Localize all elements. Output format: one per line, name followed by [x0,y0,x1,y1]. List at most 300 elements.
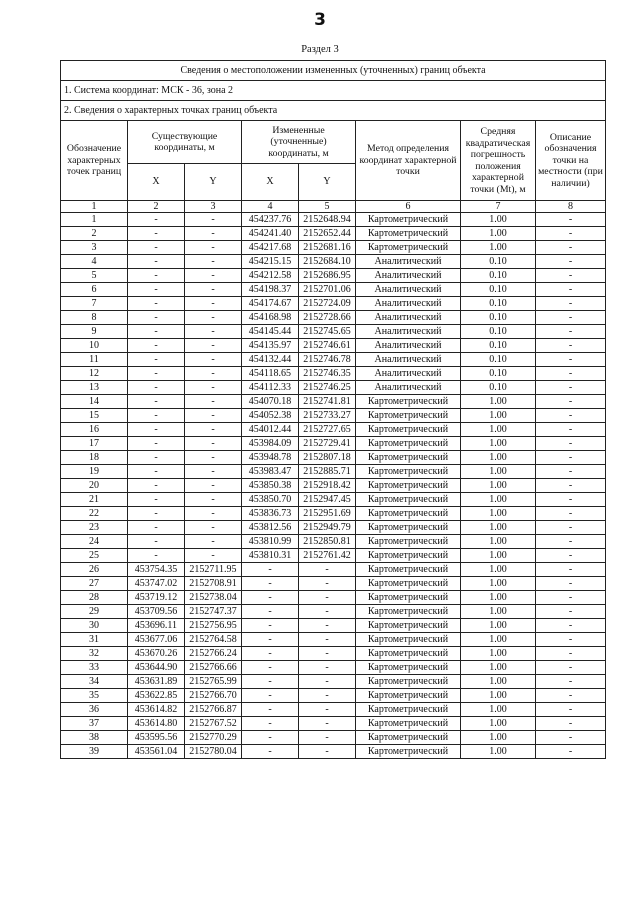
cell-accuracy: 1.00 [461,409,536,423]
cell-changed-x: - [242,745,299,759]
cell-point: 9 [61,325,128,339]
cell-method: Картометрический [356,563,461,577]
cell-accuracy: 0.10 [461,255,536,269]
cell-existing-y: - [185,535,242,549]
cell-changed-y: 2152724.09 [299,297,356,311]
cell-existing-x: 453614.80 [128,717,185,731]
cell-description: - [536,745,606,759]
cell-existing-y: 2152756.95 [185,619,242,633]
cell-existing-x: - [128,283,185,297]
cell-changed-y: 2152918.42 [299,479,356,493]
cell-existing-x: - [128,325,185,339]
cell-changed-y: 2152746.25 [299,381,356,395]
cell-point: 14 [61,395,128,409]
cell-description: - [536,479,606,493]
table-row [61,409,606,423]
cell-existing-x: 453709.56 [128,605,185,619]
cell-existing-x: 453719.12 [128,591,185,605]
cell-method: Картометрический [356,451,461,465]
table-row [61,325,606,339]
cell-changed-x: 453836.73 [242,507,299,521]
table-row [61,437,606,451]
cell-point: 33 [61,661,128,675]
cell-description: - [536,675,606,689]
table-row [61,395,606,409]
cell-changed-y: - [299,563,356,577]
cell-description: - [536,395,606,409]
cell-changed-x: - [242,717,299,731]
cell-accuracy: 0.10 [461,283,536,297]
cell-description: - [536,661,606,675]
cell-changed-x: 454198.37 [242,283,299,297]
header-method: Метод определения координат характерной точки [356,121,461,201]
cell-description: - [536,591,606,605]
column-number: 2 [128,201,185,213]
cell-accuracy: 0.10 [461,325,536,339]
table-row [61,353,606,367]
cell-existing-x: - [128,409,185,423]
cell-existing-x: 453622.85 [128,689,185,703]
cell-changed-y: 2152951.69 [299,507,356,521]
cell-point: 6 [61,283,128,297]
cell-changed-x: 454168.98 [242,311,299,325]
cell-existing-y: - [185,325,242,339]
cell-point: 30 [61,619,128,633]
cell-description: - [536,731,606,745]
cell-method: Картометрический [356,661,461,675]
cell-changed-x: 454241.40 [242,227,299,241]
cell-changed-y: 2152807.18 [299,451,356,465]
cell-accuracy: 1.00 [461,423,536,437]
cell-changed-x: 454118.65 [242,367,299,381]
header-designation: Обозначение характерных точек границ [61,121,128,201]
header-changed: Измененные (уточненные) координаты, м [242,121,356,164]
cell-changed-y: 2152746.78 [299,353,356,367]
cell-accuracy: 1.00 [461,535,536,549]
cell-existing-x: - [128,227,185,241]
cell-changed-y: 2152745.65 [299,325,356,339]
cell-description: - [536,689,606,703]
cell-changed-x: 454212.58 [242,269,299,283]
cell-description: - [536,633,606,647]
cell-method: Аналитический [356,311,461,325]
cell-existing-y: - [185,241,242,255]
header-description: Описание обозначения точки на местности (при наличии) [536,121,606,201]
cell-description: - [536,423,606,437]
cell-existing-y: - [185,213,242,227]
cell-accuracy: 0.10 [461,353,536,367]
cell-changed-y: 2152648.94 [299,213,356,227]
cell-description: - [536,507,606,521]
cell-existing-y: 2152711.95 [185,563,242,577]
cell-existing-x: - [128,367,185,381]
cell-changed-x: - [242,563,299,577]
cell-method: Картометрический [356,605,461,619]
cell-existing-x: 453595.56 [128,731,185,745]
cell-method: Аналитический [356,381,461,395]
coord-system: 1. Система координат: МСК - 36, зона 2 [61,81,606,101]
cell-changed-x: 453984.09 [242,437,299,451]
header-existing: Существующие координаты, м [128,121,242,164]
table-row [61,339,606,353]
column-number: 3 [185,201,242,213]
cell-existing-y: 2152766.66 [185,661,242,675]
table-row [61,633,606,647]
cell-changed-y: - [299,703,356,717]
cell-method: Аналитический [356,339,461,353]
cell-existing-x: - [128,311,185,325]
cell-changed-x: - [242,661,299,675]
cell-point: 11 [61,353,128,367]
cell-method: Картометрический [356,493,461,507]
cell-description: - [536,549,606,563]
cell-method: Картометрический [356,465,461,479]
cell-existing-y: - [185,521,242,535]
cell-method: Картометрический [356,213,461,227]
cell-method: Аналитический [356,367,461,381]
cell-method: Аналитический [356,325,461,339]
cell-existing-y: - [185,283,242,297]
cell-description: - [536,255,606,269]
cell-description: - [536,605,606,619]
table-row [61,577,606,591]
cell-description: - [536,213,606,227]
cell-accuracy: 1.00 [461,647,536,661]
cell-accuracy: 1.00 [461,745,536,759]
cell-changed-y: - [299,689,356,703]
cell-existing-x: - [128,549,185,563]
header-accuracy: Средняя квадратическая погрешность положения характерной точки (Mt), м [461,121,536,201]
cell-method: Картометрический [356,591,461,605]
cell-point: 19 [61,465,128,479]
cell-changed-x: 454112.33 [242,381,299,395]
cell-existing-y: - [185,465,242,479]
cell-method: Картометрический [356,703,461,717]
cell-existing-y: 2152738.04 [185,591,242,605]
cell-existing-x: 453631.89 [128,675,185,689]
cell-existing-x: - [128,479,185,493]
cell-point: 13 [61,381,128,395]
cell-accuracy: 1.00 [461,661,536,675]
table-row [61,731,606,745]
cell-existing-y: - [185,437,242,451]
cell-accuracy: 1.00 [461,213,536,227]
cell-description: - [536,521,606,535]
cell-existing-x: - [128,493,185,507]
column-number: 7 [461,201,536,213]
cell-point: 10 [61,339,128,353]
cell-existing-y: 2152766.87 [185,703,242,717]
cell-existing-y: - [185,423,242,437]
cell-existing-y: 2152708.91 [185,577,242,591]
table-title: Сведения о местоположении измененных (уточненных) границ объекта [61,61,606,81]
table-row [61,591,606,605]
table-row [61,717,606,731]
table-row [61,689,606,703]
cell-method: Картометрический [356,241,461,255]
table-row [61,241,606,255]
cell-existing-x: 453677.06 [128,633,185,647]
cell-accuracy: 1.00 [461,633,536,647]
cell-changed-x: 454132.44 [242,353,299,367]
cell-changed-x: 454052.38 [242,409,299,423]
cell-existing-x: - [128,381,185,395]
cell-point: 32 [61,647,128,661]
table-row [61,423,606,437]
cell-changed-x: - [242,633,299,647]
cell-changed-y: 2152727.65 [299,423,356,437]
cell-point: 38 [61,731,128,745]
cell-point: 21 [61,493,128,507]
cell-existing-y: 2152780.04 [185,745,242,759]
cell-changed-x: - [242,675,299,689]
cell-changed-x: - [242,591,299,605]
cell-point: 27 [61,577,128,591]
cell-method: Картометрический [356,619,461,633]
cell-existing-x: 453696.11 [128,619,185,633]
cell-existing-x: - [128,437,185,451]
cell-existing-x: - [128,465,185,479]
cell-method: Аналитический [356,353,461,367]
table-row [61,647,606,661]
cell-description: - [536,353,606,367]
cell-point: 34 [61,675,128,689]
table-row [61,745,606,759]
cell-method: Аналитический [356,255,461,269]
section-label: Раздел 3 [301,44,339,55]
cell-changed-y: 2152652.44 [299,227,356,241]
cell-description: - [536,269,606,283]
cell-accuracy: 1.00 [461,479,536,493]
cell-existing-x: 453747.02 [128,577,185,591]
cell-accuracy: 0.10 [461,311,536,325]
cell-method: Аналитический [356,283,461,297]
cell-method: Картометрический [356,227,461,241]
cell-changed-x: 453810.31 [242,549,299,563]
cell-existing-x: - [128,451,185,465]
cell-existing-x: - [128,395,185,409]
cell-point: 29 [61,605,128,619]
cell-description: - [536,465,606,479]
table-row [61,479,606,493]
cell-point: 12 [61,367,128,381]
header-changed-x: X [242,164,299,201]
table-row [61,549,606,563]
cell-existing-x: - [128,213,185,227]
table-row [61,311,606,325]
cell-changed-y: 2152681.16 [299,241,356,255]
table-row [61,703,606,717]
cell-changed-x: - [242,731,299,745]
table-row [61,507,606,521]
cell-changed-y: - [299,745,356,759]
cell-existing-x: - [128,255,185,269]
cell-existing-y: - [185,507,242,521]
cell-changed-x: 453810.99 [242,535,299,549]
cell-changed-y: - [299,605,356,619]
cell-method: Картометрический [356,675,461,689]
cell-description: - [536,451,606,465]
cell-changed-y: 2152949.79 [299,521,356,535]
header-existing-y: Y [185,164,242,201]
cell-point: 17 [61,437,128,451]
cell-method: Картометрический [356,717,461,731]
cell-changed-x: - [242,647,299,661]
cell-description: - [536,535,606,549]
cell-description: - [536,227,606,241]
table-row [61,451,606,465]
cell-method: Картометрический [356,479,461,493]
cell-accuracy: 1.00 [461,465,536,479]
cell-accuracy: 1.00 [461,507,536,521]
table-row [61,367,606,381]
cell-method: Картометрический [356,507,461,521]
column-number: 1 [61,201,128,213]
cell-method: Картометрический [356,395,461,409]
cell-changed-y: 2152761.42 [299,549,356,563]
cell-method: Картометрический [356,521,461,535]
cell-accuracy: 1.00 [461,703,536,717]
cell-changed-x: - [242,703,299,717]
cell-changed-x: 454217.68 [242,241,299,255]
cell-changed-y: 2152746.35 [299,367,356,381]
table-row [61,227,606,241]
cell-changed-y: 2152885.71 [299,465,356,479]
cell-changed-y: - [299,717,356,731]
cell-existing-y: - [185,297,242,311]
cell-existing-x: - [128,423,185,437]
cell-changed-y: - [299,647,356,661]
cell-existing-y: - [185,339,242,353]
cell-changed-y: 2152686.95 [299,269,356,283]
cell-changed-x: 453850.70 [242,493,299,507]
cell-point: 5 [61,269,128,283]
table-row [61,213,606,227]
cell-existing-y: - [185,227,242,241]
cell-existing-y: 2152764.58 [185,633,242,647]
cell-description: - [536,437,606,451]
cell-existing-y: - [185,395,242,409]
cell-accuracy: 1.00 [461,395,536,409]
cell-accuracy: 1.00 [461,451,536,465]
header-existing-x: X [128,164,185,201]
cell-accuracy: 0.10 [461,269,536,283]
cell-existing-x: - [128,353,185,367]
cell-existing-x: 453561.04 [128,745,185,759]
cell-description: - [536,367,606,381]
cell-point: 2 [61,227,128,241]
cell-changed-x: 454012.44 [242,423,299,437]
cell-changed-y: 2152947.45 [299,493,356,507]
cell-changed-x: 454174.67 [242,297,299,311]
cell-accuracy: 0.10 [461,381,536,395]
cell-changed-y: - [299,619,356,633]
cell-point: 25 [61,549,128,563]
cell-changed-x: - [242,605,299,619]
cell-existing-x: - [128,339,185,353]
cell-existing-y: - [185,269,242,283]
table-row [61,255,606,269]
cell-point: 23 [61,521,128,535]
cell-existing-y: - [185,367,242,381]
cell-description: - [536,619,606,633]
cell-point: 39 [61,745,128,759]
page-number: 3 [314,10,326,30]
cell-existing-x: - [128,269,185,283]
cell-changed-y: - [299,661,356,675]
cell-description: - [536,493,606,507]
cell-method: Картометрический [356,409,461,423]
cell-point: 20 [61,479,128,493]
cell-existing-x: - [128,535,185,549]
cell-accuracy: 1.00 [461,563,536,577]
cell-existing-y: - [185,451,242,465]
cell-point: 36 [61,703,128,717]
cell-changed-x: 454237.76 [242,213,299,227]
cell-changed-y: 2152729.41 [299,437,356,451]
cell-existing-y: - [185,409,242,423]
cell-method: Картометрический [356,647,461,661]
cell-accuracy: 1.00 [461,493,536,507]
column-numbers-row [61,201,606,213]
cell-accuracy: 0.10 [461,339,536,353]
cell-point: 1 [61,213,128,227]
cell-changed-y: 2152741.81 [299,395,356,409]
table-row [61,493,606,507]
cell-existing-y: 2152765.99 [185,675,242,689]
table-row [61,269,606,283]
cell-existing-y: - [185,479,242,493]
cell-existing-x: - [128,241,185,255]
cell-description: - [536,703,606,717]
cell-point: 35 [61,689,128,703]
table-row [61,619,606,633]
header-changed-y: Y [299,164,356,201]
cell-existing-y: - [185,493,242,507]
cell-point: 18 [61,451,128,465]
cell-description: - [536,647,606,661]
table-row [61,381,606,395]
column-number: 5 [299,201,356,213]
cell-changed-x: - [242,689,299,703]
cell-point: 22 [61,507,128,521]
cell-description: - [536,717,606,731]
cell-accuracy: 1.00 [461,437,536,451]
cell-description: - [536,297,606,311]
cell-accuracy: 1.00 [461,605,536,619]
cell-existing-x: - [128,521,185,535]
cell-method: Картометрический [356,437,461,451]
cell-method: Картометрический [356,549,461,563]
cell-method: Аналитический [356,269,461,283]
cell-existing-x: 453754.35 [128,563,185,577]
cell-accuracy: 1.00 [461,577,536,591]
table-row [61,283,606,297]
cell-existing-y: 2152770.29 [185,731,242,745]
cell-changed-y: 2152728.66 [299,311,356,325]
cell-existing-x: 453614.82 [128,703,185,717]
cell-accuracy: 1.00 [461,591,536,605]
table-row [61,661,606,675]
column-number: 4 [242,201,299,213]
cell-method: Картометрический [356,535,461,549]
cell-method: Картометрический [356,633,461,647]
cell-existing-y: - [185,549,242,563]
table-row [61,521,606,535]
cell-changed-y: 2152684.10 [299,255,356,269]
cell-description: - [536,339,606,353]
table-row [61,605,606,619]
